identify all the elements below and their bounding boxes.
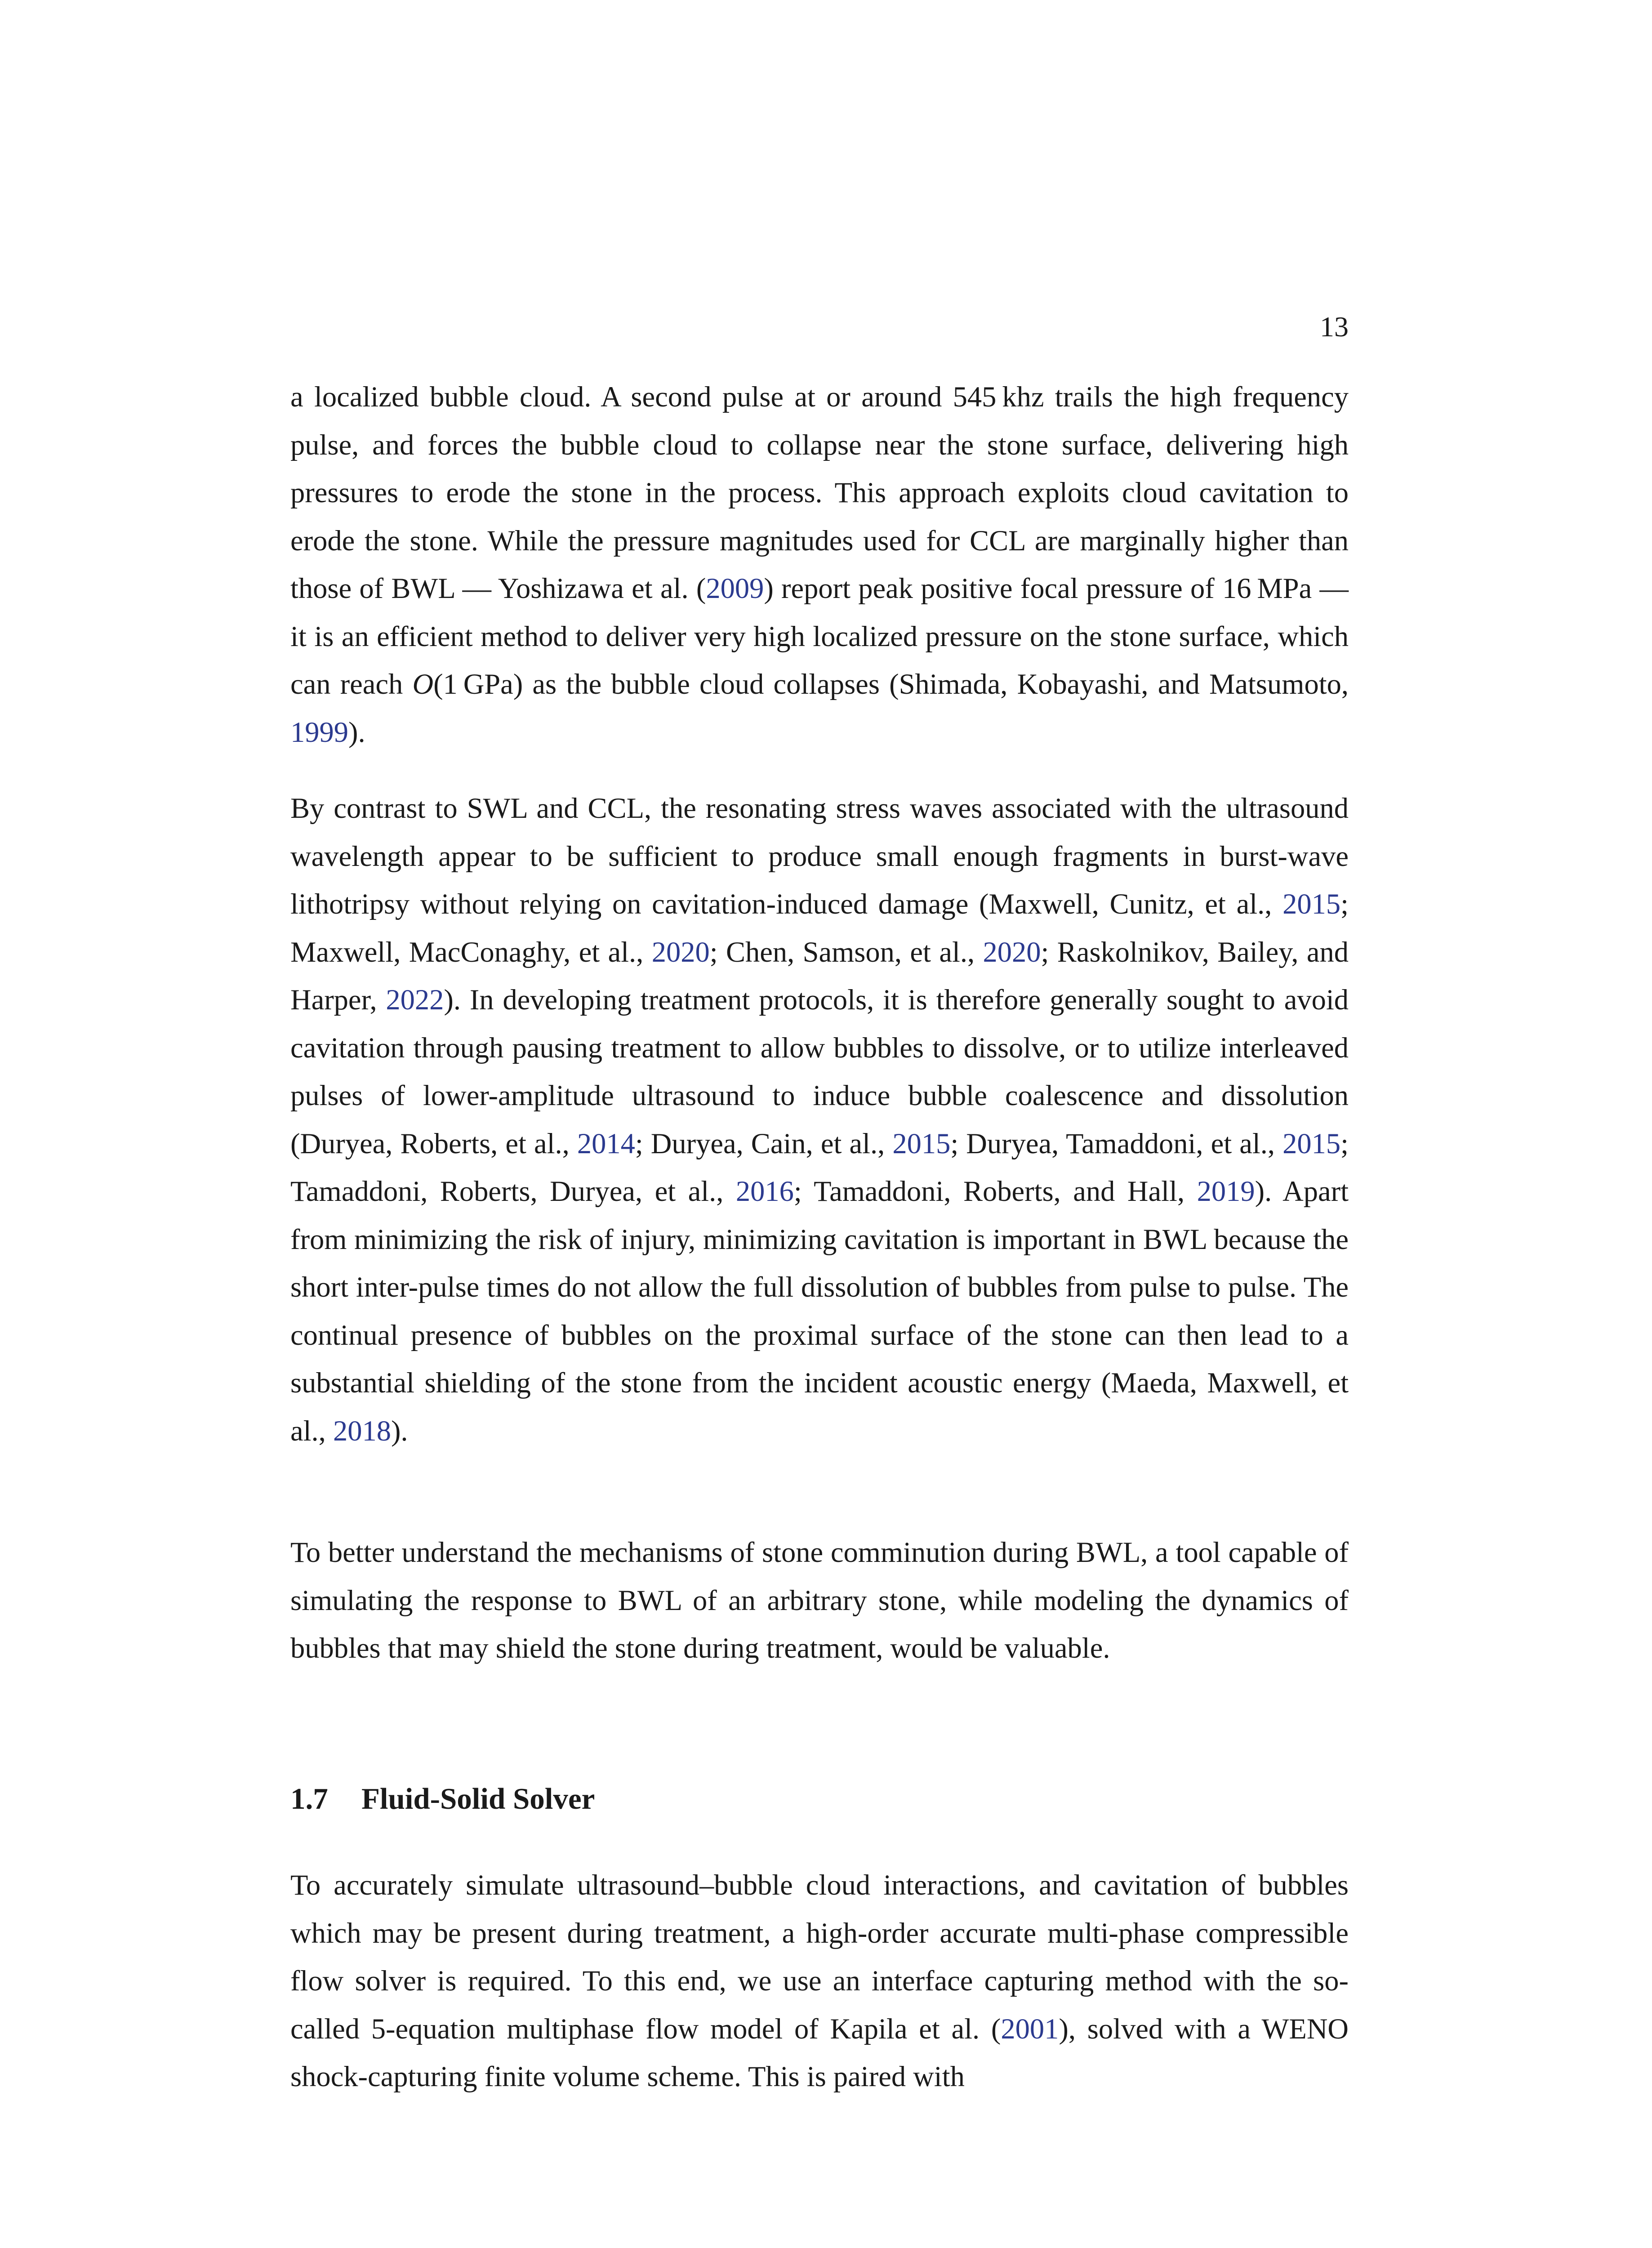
paragraph-motivation — [290, 1529, 1349, 1673]
paragraph-bwl-cavitation — [290, 785, 1349, 1455]
citation-link[interactable]: 2015 — [892, 1127, 951, 1160]
citation-link[interactable]: 2015 — [1282, 1127, 1341, 1160]
paragraph-text: To better understand the mechanisms of stone comminution during BWL, a tool capable of simulating the response to BWL of an arbitrary stone, while modeling the dynamics of bubbles that may shield the stone during treatment, would be valuable. — [290, 1536, 1349, 1664]
paragraph-text: ; Tamaddoni, Roberts, Duryea, et al., — [290, 1127, 1349, 1207]
citation-link[interactable]: 2001 — [1001, 2012, 1059, 2045]
paragraph-text: ; Chen, Samson, et al., — [709, 936, 983, 968]
paragraph-text: ). — [391, 1414, 408, 1447]
paragraph-fluid-solver — [290, 1861, 1349, 2101]
paragraph-text: ). Apart from minimizing the risk of injury, minimizing cavitation is important in BWL because the short inter-pulse times do not allow the full dissolution of bubbles from pulse to pulse. The continual presence of bubbles on the proximal surface of the stone can then lead to a substantial shielding of the stone from the incident acoustic energy (Maeda, Maxwell, et al., — [290, 1175, 1349, 1447]
section-heading — [290, 1784, 595, 1814]
citation-link[interactable]: 2020 — [651, 936, 710, 968]
paragraph-text: ) report peak positive focal pressure of 16 MPa — it is an efficient method to deliver very high localized pressure on the stone surface, which can reach — [290, 572, 1349, 700]
citation-link[interactable]: 2016 — [735, 1175, 794, 1207]
paragraph-text: ; Duryea, Cain, et al., — [635, 1127, 893, 1160]
paragraph-text: (1 GPa) as the bubble cloud collapses (Shimada, Kobayashi, and Matsumoto, — [433, 668, 1349, 700]
paragraph-ccl-description — [290, 373, 1349, 756]
section-title: Fluid-Solid Solver — [361, 1782, 595, 1815]
paragraph-text: ; Raskolnikov, Bailey, and Harper, — [290, 936, 1349, 1016]
paragraph-text: ; Maxwell, MacConaghy, et al., — [290, 888, 1349, 968]
math-symbol: O — [412, 668, 434, 700]
paragraph-text: ; Duryea, Tamaddoni, et al., — [950, 1127, 1283, 1160]
paragraph-text: ), solved with a WENO shock-capturing finite volume scheme. This is paired with — [290, 2012, 1349, 2092]
paragraph-text: By contrast to SWL and CCL, the resonating stress waves associated with the ultrasound wavelength appear to be sufficient to produce small enough fragments in burst-wave lithotripsy without relying on cavitation-induced damage (Maxwell, Cunitz, et al., — [290, 792, 1349, 920]
citation-link[interactable]: 1999 — [290, 716, 348, 748]
paragraph-text: ). — [348, 716, 365, 748]
citation-link[interactable]: 2014 — [577, 1127, 635, 1160]
citation-link[interactable]: 2018 — [333, 1414, 391, 1447]
paragraph-text: ). In developing treatment protocols, it is therefore generally sought to avoid cavitation through pausing treatment to allow bubbles to dissolve, or to utilize interleaved pulses of lower-amplitude ultrasound to induce bubble coalescence and dissolution (Duryea, Roberts, et al., — [290, 984, 1349, 1160]
paragraph-text: To accurately simulate ultrasound–bubble cloud interactions, and cavitation of bubbles which may be present during treatment, a high-order accurate multi-phase compressible flow solver is required. To this end, we use an interface capturing method with the so-called 5-equation multiphase flow model of Kapila et al. ( — [290, 1869, 1349, 2045]
citation-link[interactable]: 2019 — [1197, 1175, 1255, 1207]
citation-link[interactable]: 2022 — [386, 984, 444, 1016]
paragraph-text: a localized bubble cloud. A second pulse at or around 545 khz trails the high frequency pulse, and forces the bubble cloud to collapse near the stone surface, delivering high pressures to erode the stone in the process. This approach exploits cloud cavitation to erode the stone. While the pressure magnitudes used for CCL are marginally higher than those of BWL — Yoshizawa et al. ( — [290, 381, 1349, 604]
citation-link[interactable]: 2020 — [983, 936, 1041, 968]
section-number: 1.7 — [290, 1782, 328, 1815]
paragraph-text: ; Tamaddoni, Roberts, and Hall, — [793, 1175, 1197, 1207]
citation-link[interactable]: 2009 — [706, 572, 764, 604]
citation-link[interactable]: 2015 — [1282, 888, 1341, 920]
page-number: 13 — [1320, 311, 1349, 343]
